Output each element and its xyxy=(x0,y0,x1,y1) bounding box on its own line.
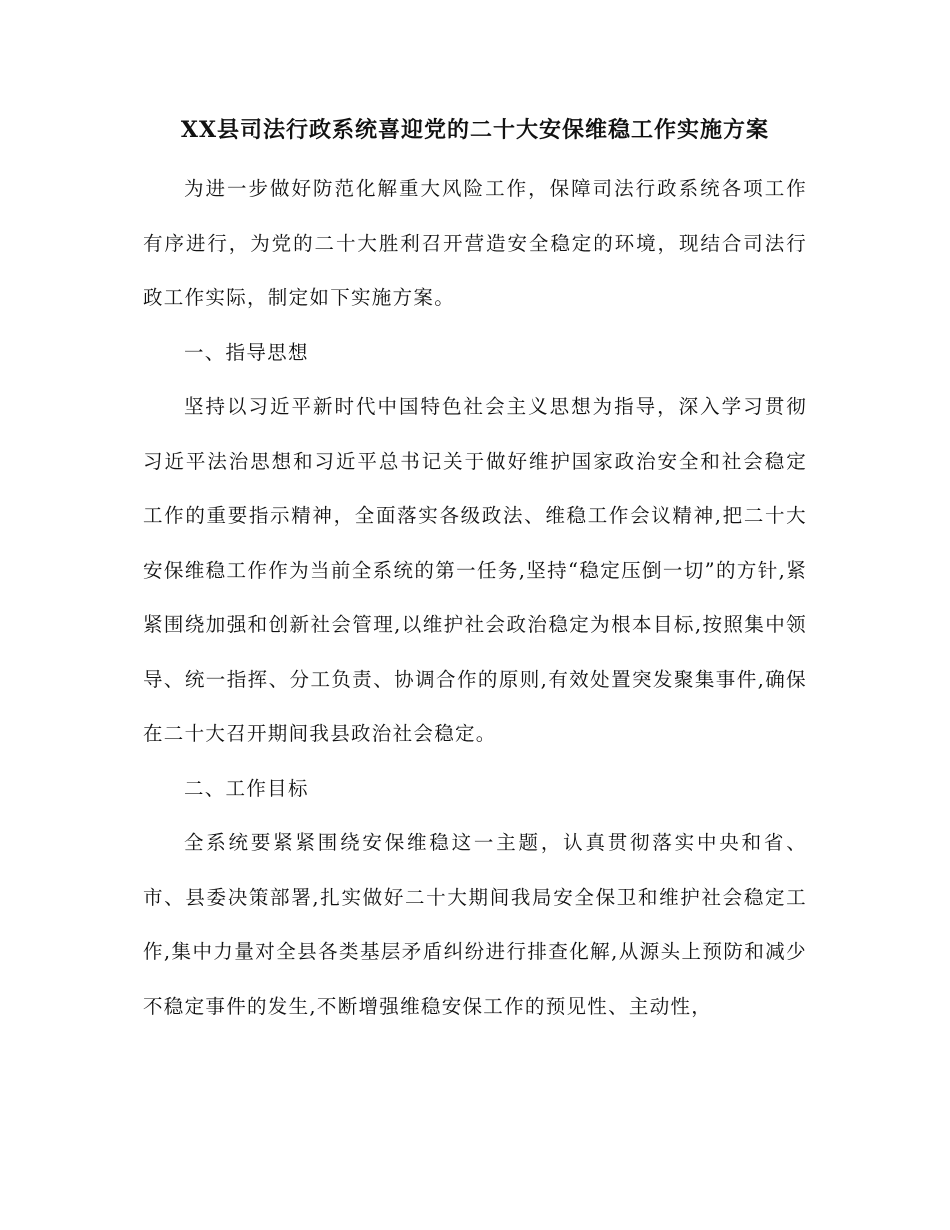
section-heading-guiding-ideology: 一、指导思想 xyxy=(183,340,309,364)
section-paragraph-work-goals: 全系统要紧紧围绕安保维稳这一主题，认真贯彻落实中央和省、市、县委决策部署,扎实做好二十大期间我局安全保卫和维护社会稳定工作,集中力量对全县各类基层矛盾纠纷进行排查化解,从源头上预防和减少不稳定事件的发生,不断增强维稳安保工作的预见性、主动性， xyxy=(143,831,807,1018)
intro-paragraph: 为进一步做好防范化解重大风险工作，保障司法行政系统各项工作有序进行，为党的二十大胜利召开营造安全稳定的环境，现结合司法行政工作实际，制定如下实施方案。 xyxy=(143,177,807,309)
section-paragraph-guiding-ideology: 坚持以习近平新时代中国特色社会主义思想为指导，深入学习贯彻习近平法治思想和习近平总书记关于做好维护国家政治安全和社会稳定工作的重要指示精神，全面落实各级政法、维稳工作会议精神,把二十大安保维稳工作作为当前全系统的第一任务,坚持“稳定压倒一切”的方针,紧紧围绕加强和创新社会管理,以维护社会政治稳定为根本目标,按照集中领导、统一指挥、分工负责、协调合作的原则,有效处置突发聚集事件,确保在二十大召开期间我县政治社会稳定。 xyxy=(143,395,807,745)
section-heading-work-goals: 二、工作目标 xyxy=(183,776,309,800)
document-title: XX县司法行政系统喜迎党的二十大安保维稳工作实施方案 xyxy=(180,117,770,143)
document-body xyxy=(143,162,807,1034)
